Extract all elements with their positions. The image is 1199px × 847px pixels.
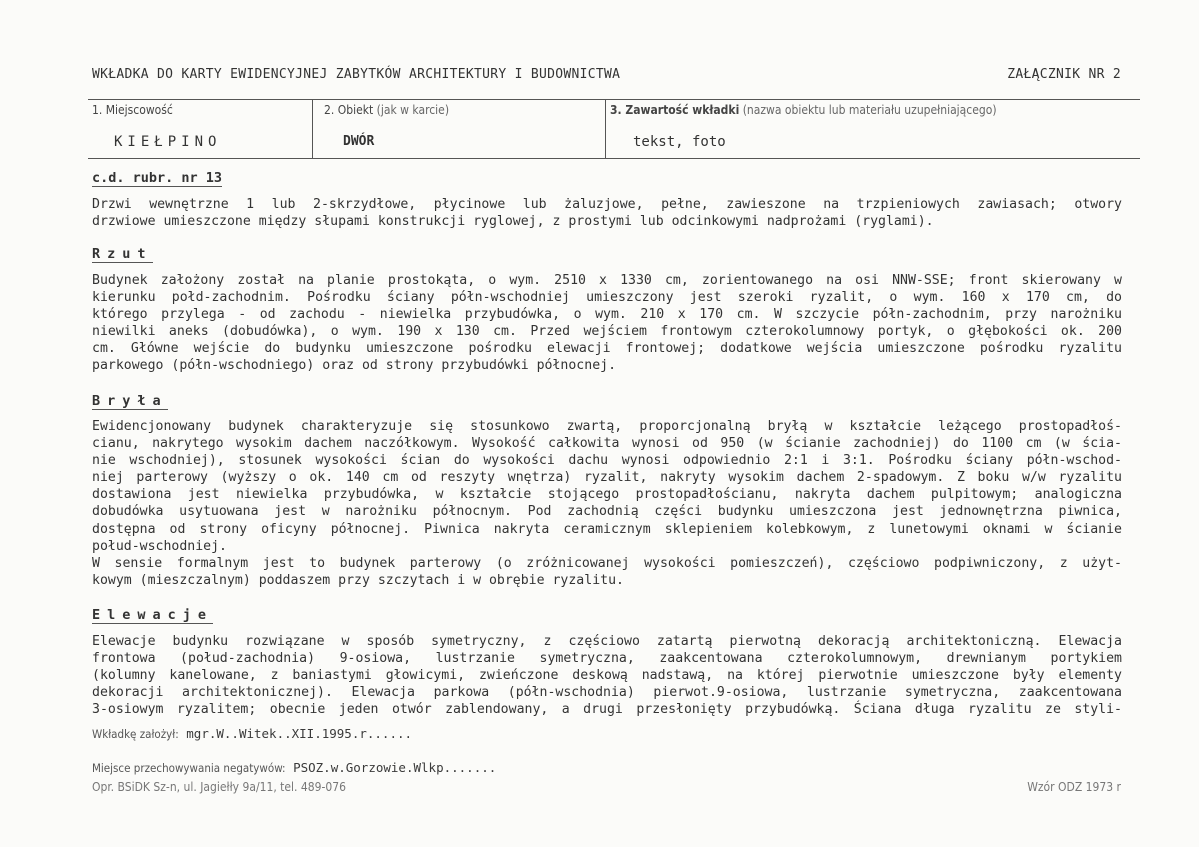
text-line: Drzwi wewnętrzne 1 lub 2-skrzydłowe, płycinowe lub żaluzjowe, pełne, zawieszone na trzpieniowych zawiasach; otwory	[92, 197, 1122, 212]
text-line: Budynek założony został na planie prostokąta, o wym. 2510 x 1330 cm, zorientowanego na osi NNW-SSE; front skierowany w	[92, 273, 1122, 288]
text-line: dobudówka usytuowana jest w narożniku północnym. Pod zachodnią części budynku umieszczona jest jednownętrzna piwnica,	[92, 504, 1122, 520]
text-line: którego przylega - od zachodu - niewielka przybudówka, o wym. 210 x 170 cm. W szczycie półn-zachodnim, przy narożniku	[92, 307, 1122, 323]
content-value: tekst, foto	[633, 134, 726, 150]
paragraph-bryla	[92, 418, 1122, 589]
table-bottom-rule	[88, 158, 1140, 159]
printer-address: Opr. BSiDK Sz-n, ul. Jagiełły 9a/11, tel. 489-076	[92, 780, 347, 794]
content-hint: (nazwa obiektu lub materiału uzupełniającego)	[742, 103, 997, 117]
author-label: Wkładkę założył:	[92, 727, 179, 741]
form-pattern: Wzór ODZ 1973 r	[1027, 780, 1121, 794]
heading-elewacje: Elewacje	[92, 607, 214, 623]
text-line: dostępna od strony oficyny północnej. Piwnica nakryta ceramicznym sklepieniem kolebkowym, z lunetowymi oknami w ścianie	[92, 521, 1122, 537]
text-line: drzwiowe umieszczone między słupami konstrukcji ryglowej, z prostymi lub odcinkowymi nadprożami (ryglami).	[92, 214, 934, 230]
heading-rzut: Rzut	[92, 246, 153, 262]
text-line: niej parterowy (wyższy o ok. 140 cm od reszyty wnętrza) ryzalit, nakryty wysokim dachem 2-spadowym. Z boku w/w ryzalitu	[92, 470, 1122, 486]
text-line: niewilki aneks (dobudówka), o wym. 190 x 130 cm. Przed wejściem frontowym czterokolumnowy portyk, o głębokości ok. 200	[92, 324, 1122, 340]
table-top-rule	[88, 99, 1140, 100]
heading-bryla: Bryła	[92, 393, 168, 409]
text-line: Elewacje budynku rozwiązane w sposób symetryczny, z częściowo zatartą pierwotną dekoracją architektoniczną. Elewacja	[92, 634, 1122, 649]
annex-number: ZAŁĄCZNIK NR 2	[1007, 67, 1121, 82]
paragraph-elewacje	[92, 633, 1122, 718]
storage-line	[92, 760, 496, 775]
place-value: KIEŁPINO	[114, 134, 222, 150]
text-line: cm. Główne wejście do budynku umieszczone pośrodku elewacji frontowej; dodatkowe wejścia umieszczone pośrodku ryzalitu	[92, 341, 1122, 357]
content-label: 3. Zawartość wkładki (nazwa obiektu lub materiału uzupełniającego)	[610, 103, 997, 117]
intro-paragraph	[92, 196, 1122, 230]
text-line: połud-wschodniej.	[92, 538, 227, 554]
text-line: dostawiona jest niewielka przybudówka, w kształcie stojącego prostopadłościanu, nakryta dachem pulpitowym; analogiczna	[92, 487, 1122, 503]
paragraph-rzut	[92, 272, 1122, 375]
text-line: Ewidencjonowany budynek charakteryzuje się stosunkowo zwartą, proporcjonalną bryłą w kształcie leżącego prostopadłoś-	[92, 419, 1122, 434]
continuation-reference: c.d. rubr. nr 13	[92, 170, 223, 186]
author-line	[92, 726, 412, 741]
object-hint: (jak w karcie)	[376, 103, 450, 117]
text-line: nie wschodniej), stosunek wysokości ścian do wysokości dachu wynosi odpowiednio 2:1 i 3:1. Pośrodku ściany półn-wschod-	[92, 453, 1122, 469]
storage-value: PSOZ.w.Gorzowie.Wlkp.......	[293, 760, 497, 775]
text-line: parkowego (półn-wschodniego) oraz od strony przybudówki północnej.	[92, 358, 617, 374]
form-title: WKŁADKA DO KARTY EWIDENCYJNEJ ZABYTKÓW ARCHITEKTURY I BUDOWNICTWA	[92, 67, 621, 82]
text-line: kowym (mieszczalnym) poddaszem przy szczytach i w obrębie ryzalitu.	[92, 572, 624, 588]
text-line: kierunku połd-zachodnim. Pośrodku ściany półn-wschodniej umieszczony jest szeroki ryzalit, o wym. 160 x 170 cm, do	[92, 290, 1122, 306]
text-line: W sensie formalnym jest to budynek parterowy (o zróżnicowanej wysokości pomieszczeń), częściowo podpiwniczony, z użyt-	[92, 555, 1122, 571]
text-line: cianu, nakrytego wysokim dachem naczółkowym. Wysokość całkowita wynosi od 950 (w ścianie zachodniej) do 1100 cm (w ścia-	[92, 436, 1122, 452]
column-divider	[605, 99, 606, 159]
object-value: DWÓR	[343, 134, 375, 149]
field-table	[88, 99, 1140, 159]
text-line: frontowa (połud-zachodnia) 9-osiowa, lustrzanie symetryczna, zaakcentowana czterokolumnowym, drewnianym portykiem	[92, 651, 1122, 667]
author-value: mgr.W..Witek..XII.1995.r......	[186, 726, 413, 741]
storage-label: Miejsce przechowywania negatywów:	[92, 761, 286, 775]
column-divider	[312, 99, 313, 159]
text-line: (kolumny kanelowane, z baniastymi głowicymi, zwieńczone deskową nadstawą, na której pierwotnie umieszczone były elementy	[92, 668, 1122, 684]
object-label: 2. Obiekt (jak w karcie)	[324, 103, 450, 117]
text-line: 3-osiowym ryzalitem; obecnie jeden otwór zablendowany, a drugi przesłonięty przybudówką. Ściana długa ryzalitu ze styli-	[92, 702, 1122, 718]
text-line: dekoracji architektonicznej). Elewacja parkowa (półn-wschodnia) pierwot.9-osiowa, lustrzanie symetryczna, zaakcentowana	[92, 685, 1122, 701]
place-label: 1. Miejscowość	[92, 103, 173, 117]
